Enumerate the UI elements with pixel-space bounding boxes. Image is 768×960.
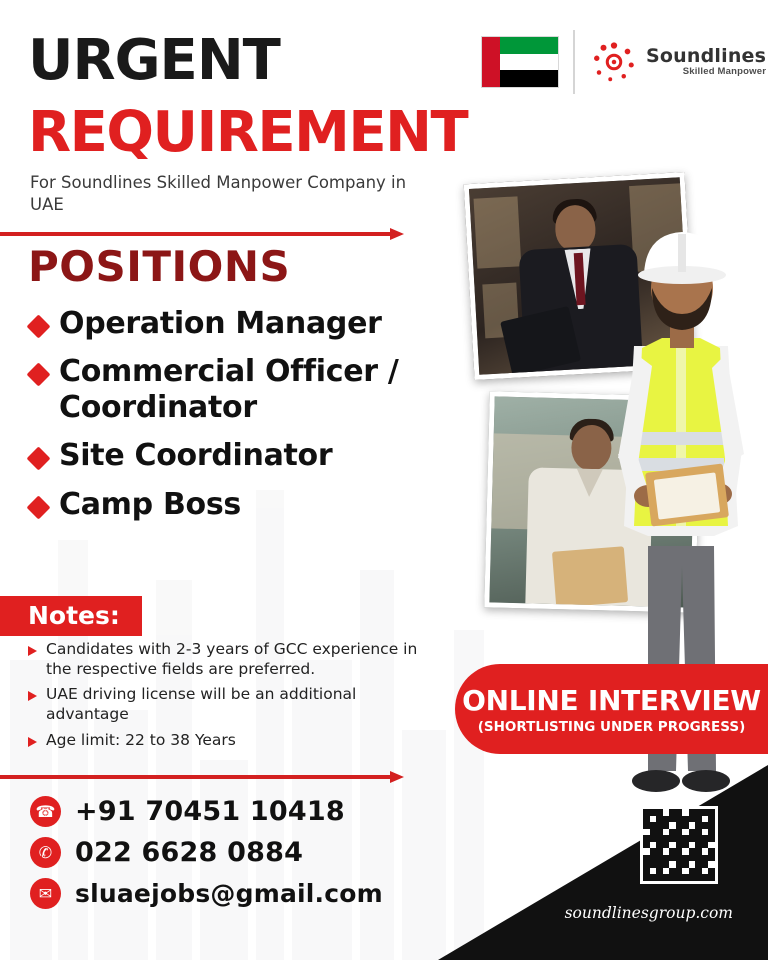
contact-phone-value: +91 70451 10418: [75, 796, 345, 827]
diamond-bullet-icon: [26, 363, 50, 387]
soundlines-mark-icon: [590, 38, 638, 86]
contact-fax[interactable]: [30, 837, 383, 868]
contact-list: [30, 796, 383, 919]
list-item: [28, 731, 426, 751]
contact-phone[interactable]: [30, 796, 383, 827]
arrow-bullet-icon: [28, 646, 37, 656]
soundlines-logo: [590, 34, 767, 90]
note-text: Age limit: 22 to 38 Years: [46, 730, 236, 749]
note-text: UAE driving license will be an additional advantage: [46, 685, 357, 724]
notes-title: Notes:: [0, 596, 142, 636]
diamond-bullet-icon: [26, 314, 50, 338]
arrow-bullet-icon: [28, 691, 37, 701]
positions-list: [30, 306, 460, 535]
notes-list: [28, 640, 426, 756]
position-label: Camp Boss: [59, 486, 241, 522]
diamond-bullet-icon: [26, 495, 50, 519]
position-label: Operation Manager: [59, 306, 382, 341]
note-text: Candidates with 2-3 years of GCC experience in the respective fields are preferred.: [46, 640, 418, 678]
divider-bottom: [0, 775, 390, 779]
online-interview-title: ONLINE INTERVIEW: [462, 683, 761, 717]
logo-subtitle: Skilled Manpower: [682, 65, 767, 77]
position-label: Commercial Officer / Coordinator: [59, 354, 399, 425]
arrow-bullet-icon: [28, 737, 37, 747]
contact-email[interactable]: [30, 878, 383, 909]
headline-requirement: REQUIREMENT: [28, 100, 468, 165]
contact-fax-value: 022 6628 0884: [75, 837, 304, 868]
qr-code[interactable]: [640, 806, 718, 884]
header-divider: [573, 30, 575, 94]
divider-top: [0, 232, 390, 236]
online-interview-banner: [455, 664, 768, 754]
list-item: [30, 354, 460, 425]
list-item: [30, 487, 460, 522]
online-interview-subtitle: (SHORTLISTING UNDER PROGRESS): [477, 718, 746, 735]
positions-title: POSITIONS: [28, 242, 291, 291]
uae-flag-icon: [481, 36, 559, 88]
list-item: [28, 640, 426, 679]
list-item: [30, 438, 460, 473]
phone-icon: ☎: [30, 796, 61, 827]
position-label: Site Coordinator: [59, 438, 333, 474]
website-label: soundlinesgroup.com: [564, 904, 733, 922]
fax-icon: ✆: [30, 837, 61, 868]
list-item: [28, 685, 426, 724]
diamond-bullet-icon: [26, 447, 50, 471]
contact-email-value: sluaejobs@gmail.com: [75, 879, 383, 908]
headline-urgent: URGENT: [28, 28, 280, 93]
headline-subtitle: For Soundlines Skilled Manpower Company in UAE: [30, 173, 407, 214]
list-item: [30, 306, 460, 341]
logo-name: Soundlines: [646, 45, 767, 68]
email-icon: ✉: [30, 878, 61, 909]
